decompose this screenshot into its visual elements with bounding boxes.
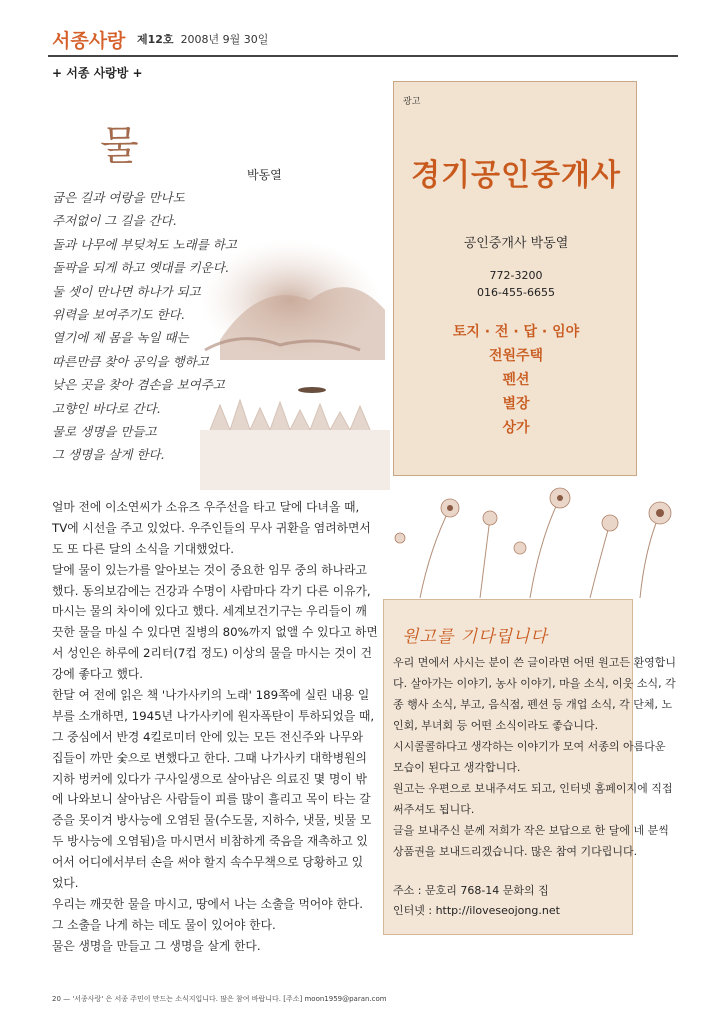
ad-service-item: 별장 [502,396,530,412]
header-divider [48,55,678,57]
article-line: 에 나와보니 살아남은 사람들이 피를 많이 흘리고 목이 타는 갈 [52,792,371,807]
manuscript-heading: 원고를 기다립니다 [402,627,548,647]
article-line: 그 소출을 나게 하는 데도 물이 있어야 한다. [52,917,276,932]
manuscript-line: 다. 살아가는 이야기, 농사 이야기, 마을 소식, 이웃 소식, 각 [393,677,676,690]
ad-service-item: 전원주택 [488,348,544,364]
article-line: 두 방사능에 오염됨)을 마시면서 비참하게 죽음을 재촉하고 있 [52,834,368,849]
manuscript-line: 우리 면에서 사시는 분이 쓴 글이라면 어떤 원고든 환영합니 [393,656,676,669]
ad-agent-name: 공인중개사 박동열 [463,236,569,251]
issue-date: 2008년 9월 30일 [180,33,269,46]
poem-line: 고향인 바다로 간다. [52,400,161,416]
manuscript-line: 써주셔도 됩니다. [393,803,475,816]
newsletter-title: 서종사랑 [52,30,126,52]
manuscript-address: 주소 : 문호리 768-14 문화의 집 [393,884,549,897]
ad-phone: 772-3200 [489,269,543,282]
article-line: 어서 어디에서부터 손을 써야 할지 속수무책으로 당황하고 있 [52,855,364,870]
poem-line: 굽은 길과 여랑을 만나도 [52,190,185,205]
article-line: 한달 여 전에 읽은 책 '나가사키의 노래' 189쪽에 실린 내용 일 [52,688,370,703]
section-label: + 서종 사랑방 + [52,66,143,80]
poem-line: 낮은 곳을 찾아 겸손을 보여주고 [52,377,225,393]
poem-line: 돌팍을 되게 하고 옛대를 키운다. [52,260,229,276]
ad-title: 경기공인중개사 [411,158,621,193]
manuscript-line: 시시콜콜하다고 생각하는 이야기가 모여 서종의 아름다운 [393,740,666,753]
flower-illustration [360,478,690,603]
poem-line: 위력을 보여주기도 한다. [52,306,185,322]
poem-line: 열기에 제 몸을 녹일 때는 [52,330,189,346]
poem-line: 물로 생명을 만들고 [52,423,157,439]
article-line: 달에 물이 있는가를 알아보는 것이 중요한 임무 중의 하나라고 [52,562,367,577]
article-line: 부를 소개하면, 1945년 나가사키에 원자폭탄이 투하되었을 때, [52,708,375,723]
ad-phone: 016-455-6655 [477,286,555,299]
article-line: 도 또 다른 달의 소식을 기대했었다. [52,541,235,556]
real-estate-ad [393,81,637,476]
article-line: 마시는 물의 차이에 있다고 했다. 세계보건기구는 우리들이 깨 [52,604,367,619]
manuscript-call-box [383,599,676,935]
manuscript-line: 종 행사 소식, 부고, 음식점, 펜션 등 개업 소식, 각 단체, 노 [393,698,673,711]
article-line: TV에 시선을 주고 있었다. 우주인들의 무사 귀환을 염려하면서 [52,520,371,535]
manuscript-line: 인회, 부녀회 등 어떤 소식이라도 좋습니다. [393,719,599,732]
article-line: 서 성인은 하루에 2리터(7컵 정도) 이상의 물을 마시는 것이 건 [52,646,373,661]
poem-line: 둘 셋이 만나면 하나가 되고 [52,283,201,299]
manuscript-line: 글을 보내주신 분께 저희가 작은 보답으로 한 달에 네 분씩 [393,824,669,837]
ad-service-item: 토지 · 전 · 답 · 임야 [452,324,580,340]
ad-service-item: 상가 [502,420,530,436]
article-line: 끗한 물을 마실 수 있다면 질병의 80%까지 없앨 수 있다고 하면 [52,625,378,640]
manuscript-line: 원고는 우편으로 보내주셔도 되고, 인터넷 홈페이지에 직접 [393,782,673,795]
poem-line: 돌과 나무에 부딪쳐도 노래를 하고 [52,236,237,252]
article-line: 얼마 전에 이소연씨가 소유즈 우주선을 타고 달에 다녀올 때, [52,500,360,514]
manuscript-website[interactable]: 인터넷 : http://iloveseojong.net [393,904,560,917]
article-line: 강에 좋다고 했다. [52,667,144,682]
article-line: 그 중심에서 반경 4킬로미터 안에 있는 모든 전신주와 나무와 [52,729,364,744]
article-line: 었다. [52,876,79,891]
ad-label: 광고 [403,97,421,107]
poem-line: 따른만큼 찾아 공익을 행하고 [52,353,209,369]
poem-title: 물 [100,123,139,169]
issue-info [137,31,268,47]
poem-body [52,186,322,467]
article-body [52,497,378,957]
manuscript-line: 모습이 된다고 생각합니다. [393,761,521,774]
manuscript-line: 상품권을 보내드리겠습니다. 많은 참여 기다립니다. [393,845,638,858]
poem-line: 그 생명을 살게 한다. [52,447,165,463]
article-line: 우리는 깨끗한 물을 마시고, 땅에서 나는 소출을 먹어야 한다. [52,896,363,911]
issue-number: 제12호 [137,33,174,46]
article-line: 했다. 동의보감에는 건강과 수명이 사람마다 각기 다른 이유가, [52,583,371,598]
ad-service-item: 펜션 [502,372,530,388]
manuscript-text [393,652,676,862]
article-line: 집들이 까만 숯으로 변했다고 한다. 그때 나가사키 대학병원의 [52,750,367,765]
article-line: 증을 못이겨 방사능에 오염된 물(수도물, 지하수, 냇물, 빗물 모 [52,813,372,828]
poem-line: 주저없이 그 길을 간다. [52,213,177,229]
poem-author: 박동열 [247,168,282,182]
article-line: 지하 벙커에 있다가 구사일생으로 살아남은 의료진 몇 명이 밖 [52,771,367,786]
article-line: 물은 생명을 만들고 그 생명을 살게 한다. [52,938,261,953]
page-footer: 20 — '서종사랑' 은 서종 주민이 만드는 소식지입니다. 많은 참여 바랍니다. [주소] moon1959@paran.com [52,995,387,1003]
